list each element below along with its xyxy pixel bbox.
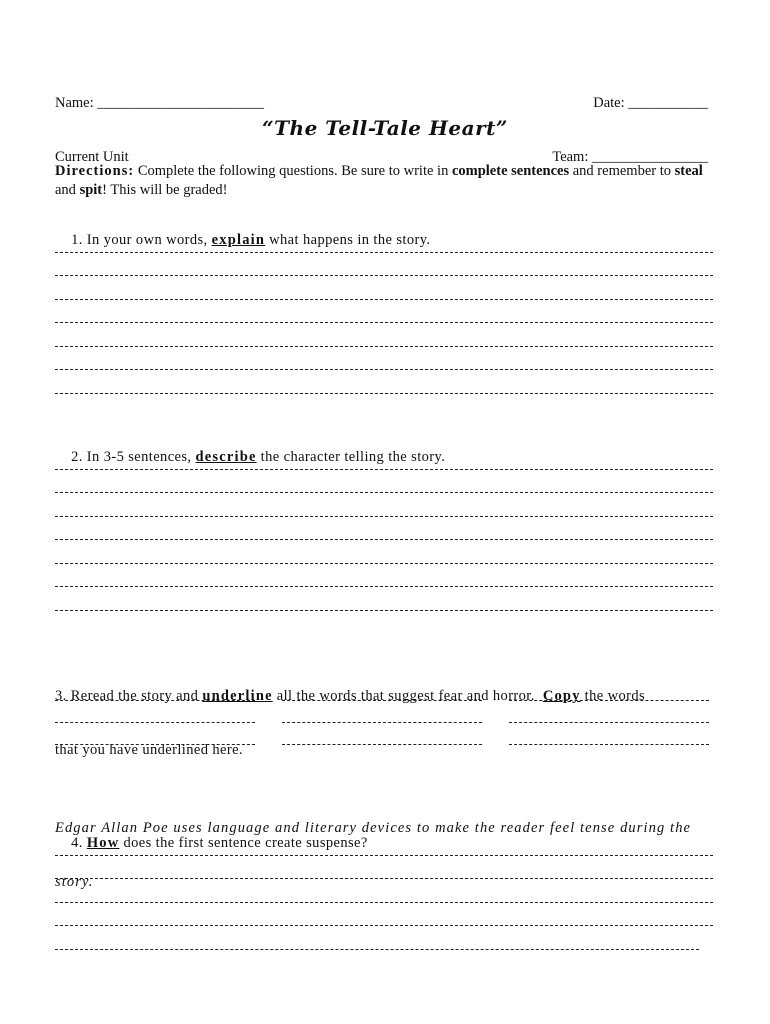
word-blank[interactable] [509, 700, 709, 701]
answer-line[interactable] [55, 346, 713, 347]
worksheet-title: “The Tell-Tale Heart” [262, 116, 508, 140]
question-3-prefix: 3. Reread the story and [55, 688, 203, 704]
directions-text-3: and [55, 182, 80, 198]
question-2-keyword: describe [195, 449, 257, 465]
question-2-prefix: 2. In 3-5 sentences, [71, 449, 196, 465]
answer-line[interactable] [55, 539, 713, 540]
question-4 [55, 818, 368, 869]
word-blank[interactable] [55, 700, 255, 701]
answer-line[interactable] [55, 252, 713, 253]
team-field[interactable]: Team: ________________ [552, 149, 708, 165]
answer-line[interactable] [55, 516, 713, 517]
answer-line[interactable] [55, 563, 713, 564]
question-1-prefix: 1. In your own words, [71, 232, 212, 248]
date-field[interactable]: Date: ___________ [593, 95, 708, 111]
question-3-keyword-copy: Copy [542, 688, 581, 704]
directions-bold-steal: steal [674, 163, 703, 179]
answer-line[interactable] [55, 492, 713, 493]
answer-line[interactable] [55, 469, 713, 470]
word-blank[interactable] [282, 700, 482, 701]
question-4-suffix: does the first sentence create suspense? [119, 835, 368, 851]
word-blank[interactable] [509, 744, 709, 745]
poe-note-line-1: Edgar Allan Poe uses language and literary devices to make the reader feel tense during the [55, 820, 692, 836]
answer-line[interactable] [55, 322, 713, 323]
directions-text-4: ! This will be graded! [102, 182, 228, 198]
answer-line[interactable] [55, 299, 713, 300]
directions-text-2: and remember to [569, 163, 675, 179]
answer-line[interactable] [55, 878, 713, 879]
poe-note-line-2: story. [55, 874, 94, 890]
answer-line[interactable] [55, 610, 713, 611]
word-blank[interactable] [509, 722, 709, 723]
answer-line[interactable] [55, 369, 713, 370]
answer-line[interactable] [55, 275, 713, 276]
answer-line[interactable] [55, 925, 713, 926]
question-3 [55, 651, 645, 795]
question-1 [55, 215, 430, 266]
question-2-suffix: the character telling the story. [256, 449, 446, 465]
directions-text-1: Complete the following questions. Be sure to write in [134, 163, 452, 179]
word-blank[interactable] [55, 744, 255, 745]
answer-line[interactable] [55, 902, 713, 903]
directions [55, 162, 715, 200]
question-3-line-2: that you have underlined here. [55, 742, 243, 758]
directions-bold-complete-sentences: complete sentences [451, 163, 570, 179]
question-3-middle: all the words that suggest fear and horror. [272, 688, 543, 704]
answer-line[interactable] [55, 586, 713, 587]
question-3-keyword: underline [202, 688, 273, 704]
question-1-suffix: what happens in the story. [265, 232, 431, 248]
directions-bold-spit: spit [79, 182, 103, 198]
word-blank[interactable] [282, 744, 482, 745]
question-1-keyword: explain [211, 232, 266, 248]
current-unit-label: Current Unit [55, 149, 129, 165]
question-4-prefix: 4. [71, 835, 87, 851]
answer-line[interactable] [55, 855, 713, 856]
question-3-suffix: the words [580, 688, 646, 704]
word-blank[interactable] [282, 722, 482, 723]
question-4-keyword: How [86, 835, 120, 851]
directions-label: Directions: [55, 163, 135, 179]
answer-line[interactable] [55, 393, 713, 394]
question-2 [55, 432, 445, 483]
answer-line[interactable] [55, 949, 699, 950]
word-blank[interactable] [55, 722, 255, 723]
name-field[interactable]: Name: _______________________ [55, 95, 265, 111]
